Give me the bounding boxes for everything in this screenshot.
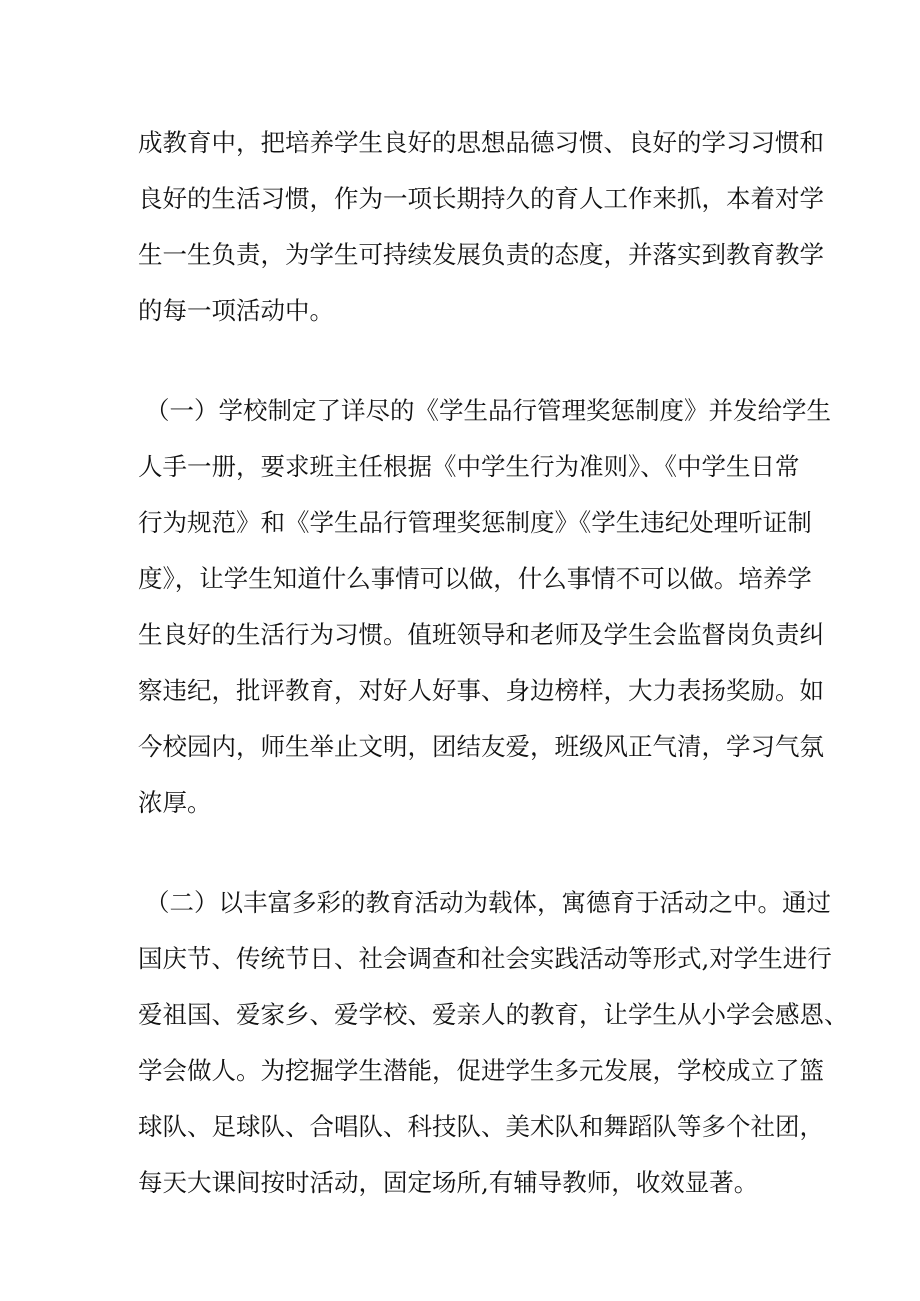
paragraph-line: 学会做人。为挖掘学生潜能，促进学生多元发展，学校成立了篮 [138, 1056, 824, 1085]
paragraph-line: 度》，让学生知道什么事情可以做，什么事情不可以做。培养学 [138, 564, 812, 593]
paragraph-line: （二）以丰富多彩的教育活动为载体，寓德育于活动之中。通过 [145, 888, 831, 917]
paragraph-line: 每天大课间按时活动，固定场所,有辅导教师，收效显著。 [138, 1168, 759, 1197]
paragraph-line: 球队、足球队、合唱队、科技队、美术队和舞蹈队等多个社团， [138, 1112, 824, 1141]
paragraph-line: 察违纪，批评教育，对好人好事、身边榜样，大力表扬奖励。如 [138, 676, 824, 705]
paragraph-line: 生一生负责，为学生可持续发展负责的态度，并落实到教育教学 [138, 240, 824, 269]
paragraph-line: 浓厚。 [138, 788, 212, 817]
paragraph-line: （一）学校制定了详尽的《学生品行管理奖惩制度》并发给学生 [145, 396, 831, 425]
paragraph-line: 的每一项活动中。 [138, 296, 334, 325]
paragraph-line: 生良好的生活行为习惯。值班领导和老师及学生会监督岗负责纠 [138, 620, 824, 649]
paragraph-line: 爱祖国、爱家乡、爱学校、爱亲人的教育，让学生从小学会感恩、 [138, 1000, 849, 1029]
paragraph-line: 人手一册，要求班主任根据《中学生行为准则》、《中学生日常 [138, 452, 800, 481]
paragraph-line: 行为规范》和《学生品行管理奖惩制度》《学生违纪处理听证制 [138, 508, 812, 537]
paragraph-line: 成教育中，把培养学生良好的思想品德习惯、良好的学习习惯和 [138, 128, 824, 157]
paragraph-line: 今校园内，师生举止文明，团结友爱，班级风正气清，学习气氛 [138, 732, 824, 761]
paragraph-line: 良好的生活习惯，作为一项长期持久的育人工作来抓，本着对学 [138, 184, 824, 213]
paragraph-line: 国庆节、传统节日、社会调查和社会实践活动等形式,对学生进行 [138, 944, 832, 973]
